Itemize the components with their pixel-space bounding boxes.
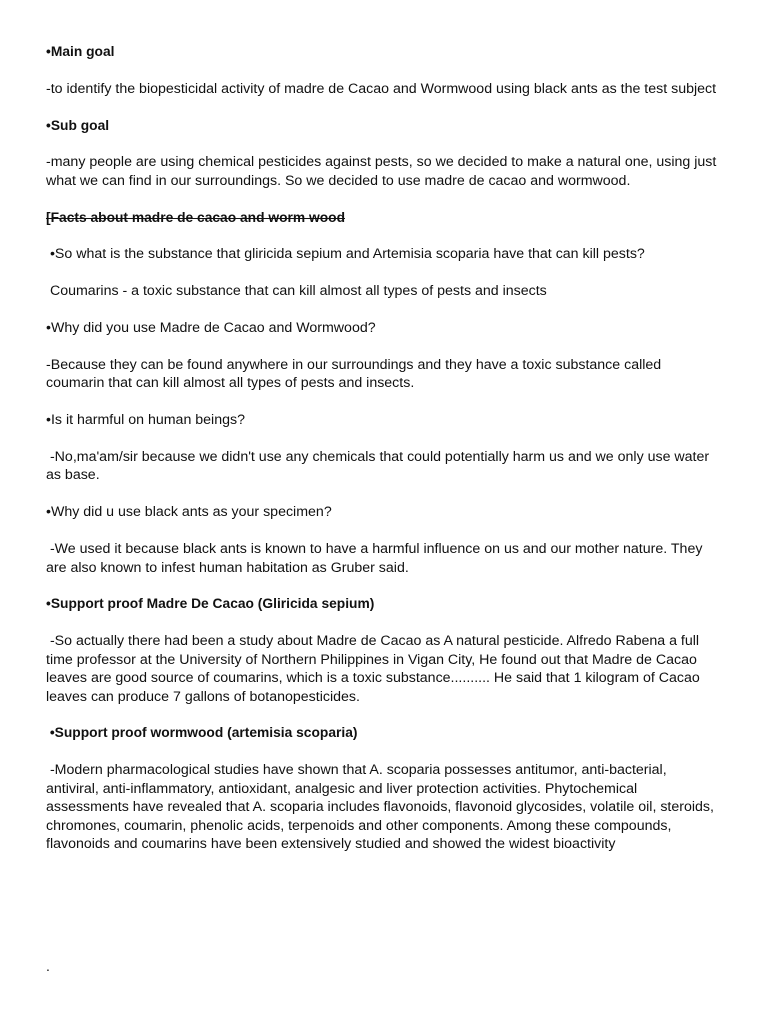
support-wormwood-text: -Modern pharmacological studies have shown that A. scoparia possesses antitumor, anti-bacterial, antiviral, anti-inflammatory, antioxidant, analgesic and liver protection activities. Phytochemical assessments have revealed that A. scoparia includes flavonoids, flavonoid glycosides, volatile oil, steroids, chromones, coumarin, phenolic acids, terpenoids and other components. Among these compounds, flavonoids and coumarins have been extensively studied and showed the widest bioactivity [46, 762, 718, 853]
question-coumarin: •So what is the substance that gliricida sepium and Artemisia scoparia have that can kill pests? [46, 246, 645, 263]
support-madre-de-cacao-heading: •Support proof Madre De Cacao (Gliricida sepium) [46, 596, 375, 612]
main-goal-text: -to identify the biopesticidal activity of madre de Cacao and Wormwood using black ants as the test subject [46, 80, 717, 97]
trailing-mark: . [46, 958, 50, 974]
main-goal-heading: •Main goal [46, 44, 115, 59]
answer-coumarin: Coumarins - a toxic substance that can kill almost all types of pests and insects [46, 283, 547, 300]
sub-goal-heading: •Sub goal [46, 117, 110, 133]
sub-goal-text: -many people are using chemical pesticides against pests, so we decided to make a natural one, using just what we can find in our surroundings. So we decided to use madre de cacao and wormwood. [46, 154, 721, 189]
question-harmful: •Is it harmful on human beings? [46, 412, 245, 429]
question-why-plants: •Why did you use Madre de Cacao and Wormwood? [46, 320, 376, 337]
answer-harmful: -No,ma'am/sir because we didn't use any chemicals that could potentially harm us and we only use water as base. [46, 448, 714, 484]
support-madre-de-cacao-text: -So actually there had been a study about Madre de Cacao as A natural pesticide. Alfredo Rabena a full time professor at the University of Northern Philippines in Vigan City, He found out that Madre de Cacao leaves are good source of coumarins, which is a toxic substance.......... He said that 1 kilogram of Cacao leaves can produce 7 gallons of botanopesticides. [46, 633, 704, 705]
answer-black-ants: -We used it because black ants is known to have a harmful influence on us and our mother nature. They are also known to infest human habitation as Gruber said. [46, 541, 707, 576]
answer-why-plants: -Because they can be found anywhere in our surroundings and they have a toxic substance called coumarin that can kill almost all types of pests and insects. [46, 356, 666, 392]
facts-heading: [Facts about madre de cacao and worm wood [46, 209, 345, 225]
question-black-ants: •Why did u use black ants as your specimen? [46, 504, 332, 521]
document-body [46, 43, 722, 872]
support-wormwood-heading: •Support proof wormwood (artemisia scoparia) [46, 725, 358, 741]
